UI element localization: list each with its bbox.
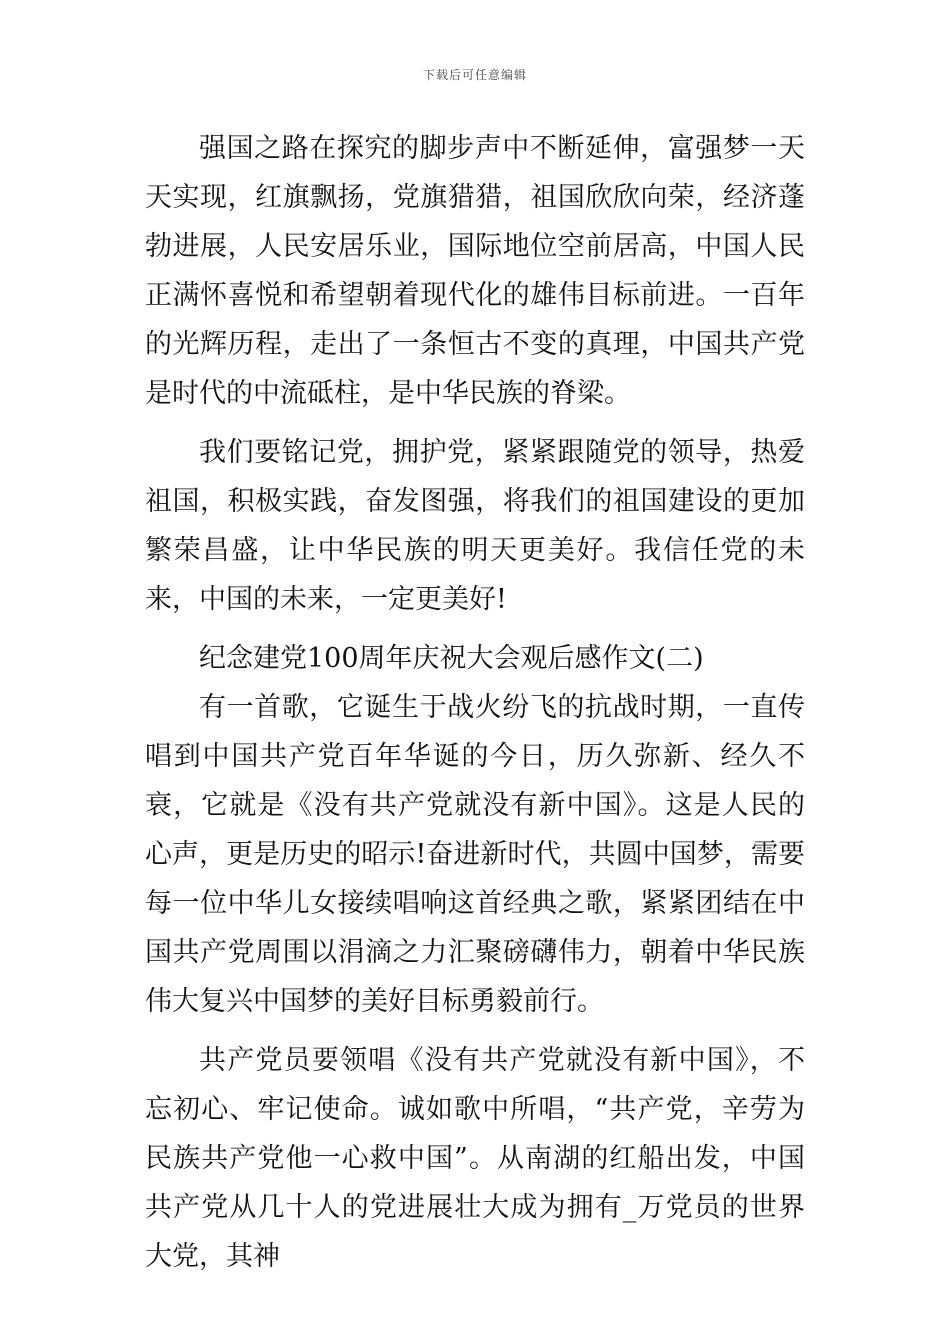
paragraph-3: 有一首歌，它诞生于战火纷飞的抗战时期，一直传唱到中国共产党百年华诞的今日，历久弥新、经久不衰，它就是《没有共产党就没有新中国》。这是人民的心声，更是历史的昭示!奋进新时代，共圆中国梦，需要每一位中华儿女接续唱响这首经典之歌，紧紧团结在中国共产党周围以涓滴之力汇聚磅礴伟力，朝着中华民族伟大复兴中国梦的美好目标勇毅前行。 bbox=[145, 692, 805, 1017]
section-subtitle: 纪念建党100周年庆祝大会观后感作文(二) bbox=[199, 643, 704, 674]
paragraph-2: 我们要铭记党，拥护党，紧紧跟随党的领导，热爱祖国，积极实践，奋发图强，将我们的祖国建设的更加繁荣昌盛，让中华民族的明天更美好。我信任党的未来，中国的未来，一定更美好! bbox=[145, 437, 805, 615]
paragraph-1: 强国之路在探究的脚步声中不断延伸，富强梦一天天实现，红旗飘扬，党旗猎猎，祖国欣欣向荣，经济蓬勃进展，人民安居乐业，国际地位空前居高，中国人民正满怀喜悦和希望朝着现代化的雄伟目标前进。一百年的光辉历程，走出了一条恒古不变的真理，中国共产党是时代的中流砥柱，是中华民族的脊梁。 bbox=[145, 133, 805, 409]
document-body bbox=[145, 124, 805, 1281]
header-note: 下载后可任意编辑 bbox=[422, 68, 527, 82]
paragraph-4: 共产党员要领唱《没有共产党就没有新中国》，不忘初心、牢记使命。诚如歌中所唱，“共产党，辛劳为民族共产党他一心救中国”。从南湖的红船出发，中国共产党从几十人的党进展壮大成为拥有_万党员的世界大党，其神 bbox=[145, 1045, 805, 1272]
